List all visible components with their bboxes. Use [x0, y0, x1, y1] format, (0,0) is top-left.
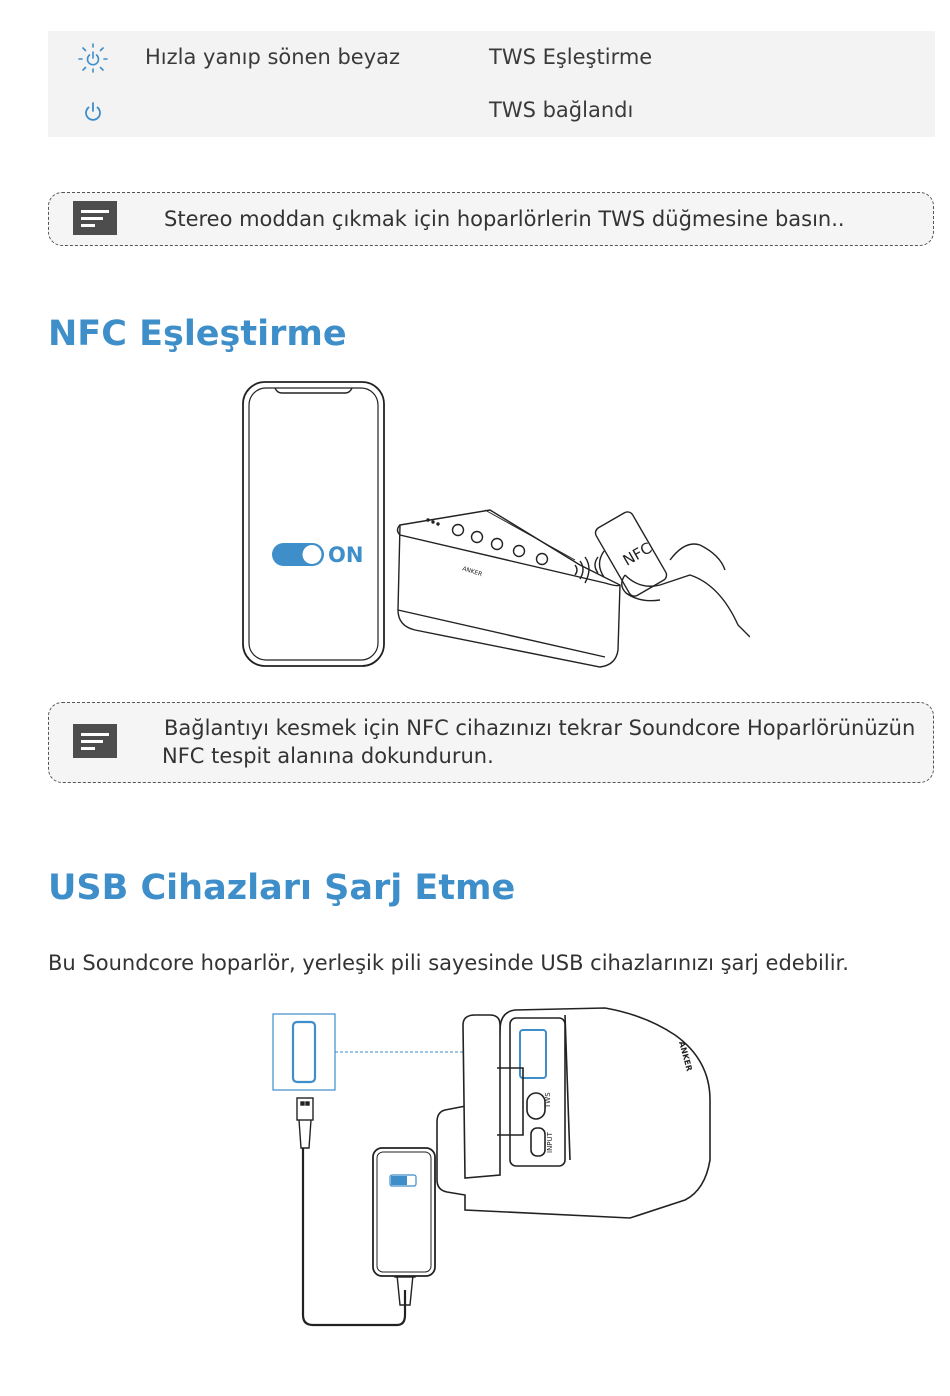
nfc-pairing-illustration: [230, 375, 750, 675]
power-blink-icon: [78, 43, 108, 73]
section-title-nfc: NFC Eşleştirme: [48, 314, 347, 354]
led-meaning-text: TWS Eşleştirme: [489, 45, 653, 69]
led-meaning-text: TWS bağlandı: [489, 98, 634, 122]
usb-charging-illustration: [265, 1000, 725, 1335]
charging-phone: [373, 1148, 435, 1276]
usb-description: Bu Soundcore hoparlör, yerleşik pili sayesinde USB cihazlarınızı şarj edebilir.: [48, 951, 849, 975]
note-box: [48, 192, 934, 246]
power-icon: [78, 96, 108, 126]
note-text: Stereo moddan çıkmak için hoparlörlerin TWS düğmesine basın..: [164, 207, 845, 231]
nfc-phone-label: NFC: [619, 538, 656, 570]
status-row: [48, 31, 935, 84]
note-box: [48, 702, 934, 783]
status-row: [48, 84, 935, 137]
phone-illustration: [243, 382, 384, 666]
note-text-line-1: Bağlantıyı kesmek için NFC cihazınızı tekrar Soundcore Hoparlörünüzün: [164, 716, 916, 740]
port-label-tws: TWS: [544, 1092, 552, 1108]
note-icon: [73, 724, 117, 758]
note-text-line-2: NFC tespit alanına dokundurun.: [162, 744, 494, 768]
usb-port-zoom: [273, 1014, 335, 1090]
toggle-label: ON: [328, 543, 364, 567]
speaker-brand: ANKER: [677, 1040, 694, 1073]
usb-port-highlight: [520, 1030, 546, 1078]
speaker-back: [437, 1008, 710, 1218]
section-title-usb: USB Cihazları Şarj Etme: [48, 868, 516, 908]
led-status-text: Hızla yanıp sönen beyaz: [145, 45, 401, 69]
note-icon: [73, 201, 117, 235]
speaker-illustration: [398, 510, 621, 667]
speaker-brand: ANKER: [461, 565, 484, 579]
port-label-input: INPUT: [546, 1132, 554, 1153]
